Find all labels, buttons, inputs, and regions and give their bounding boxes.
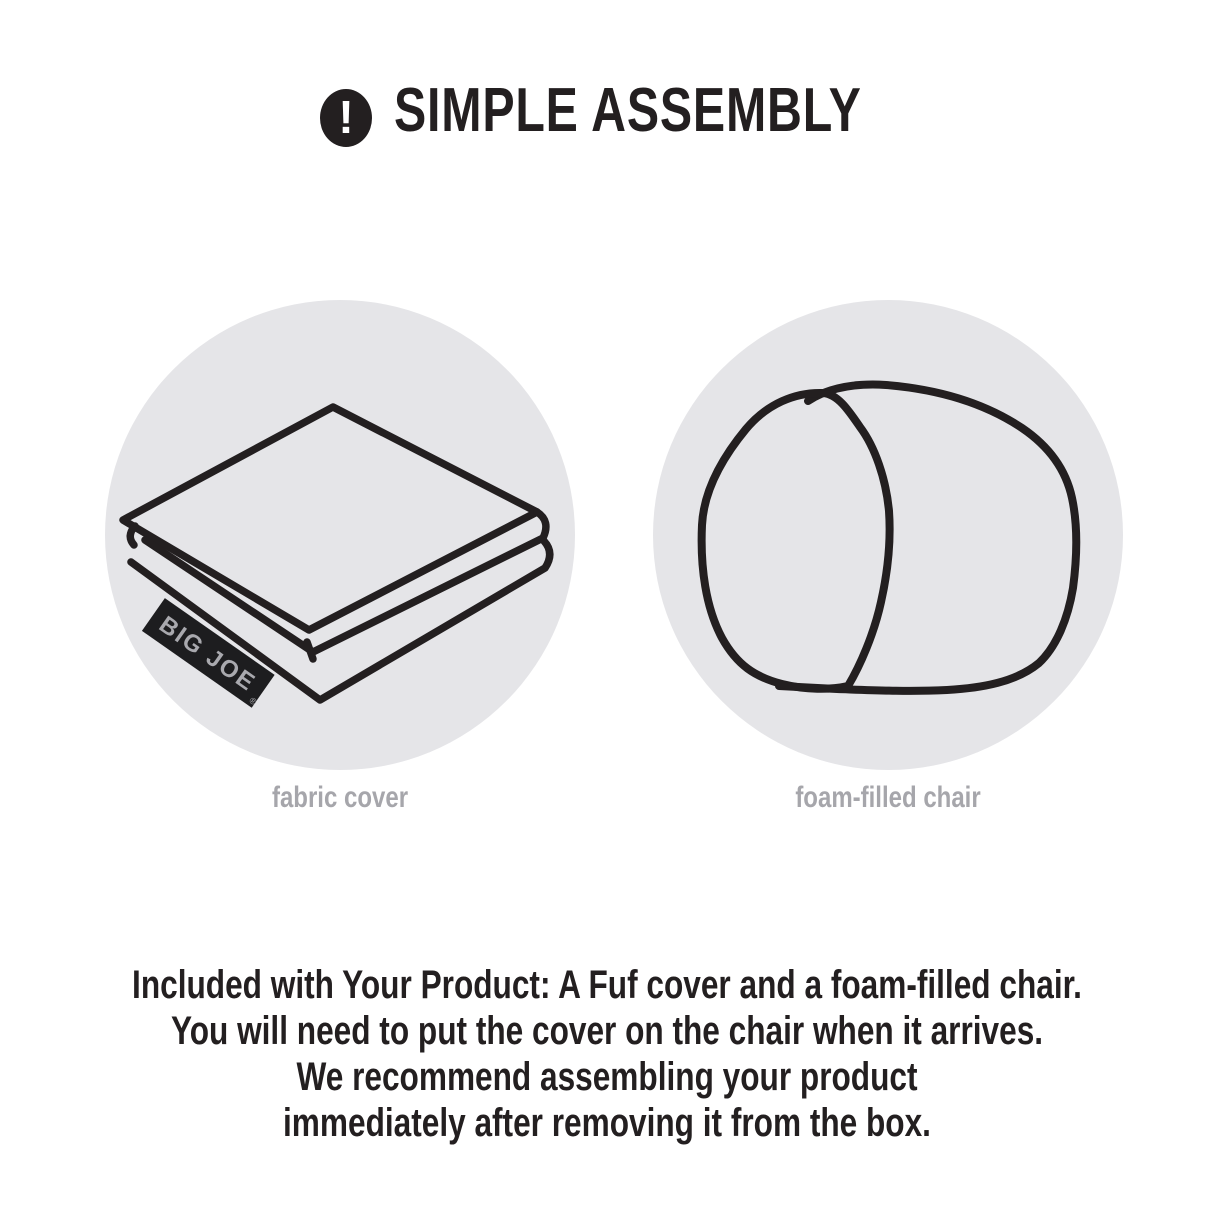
fabric-cover-illustration	[105, 300, 575, 770]
assembly-description	[0, 962, 1214, 1146]
description-line-1: Included with Your Product: A Fuf cover and a foam-filled chair.	[132, 963, 1082, 1007]
page-title: SIMPLE ASSEMBLY	[394, 76, 862, 145]
exclamation-glyph: !	[338, 91, 354, 143]
tag-registered-mark: ®	[247, 695, 259, 708]
description-line-4: immediately after removing it from the box.	[283, 1101, 931, 1145]
exclamation-circle-icon	[320, 89, 372, 147]
figure-background-circle	[105, 300, 575, 770]
foam-filled-chair-illustration	[653, 300, 1123, 770]
tag-brand-text: BIG JOE	[154, 611, 261, 698]
foam-filled-chair-caption: foam-filled chair	[795, 781, 981, 814]
description-line-3: We recommend assembling your product	[296, 1055, 918, 1099]
fabric-cover-caption: fabric cover	[271, 781, 409, 814]
description-line-2: You will need to put the cover on the chair when it arrives.	[170, 1009, 1044, 1053]
